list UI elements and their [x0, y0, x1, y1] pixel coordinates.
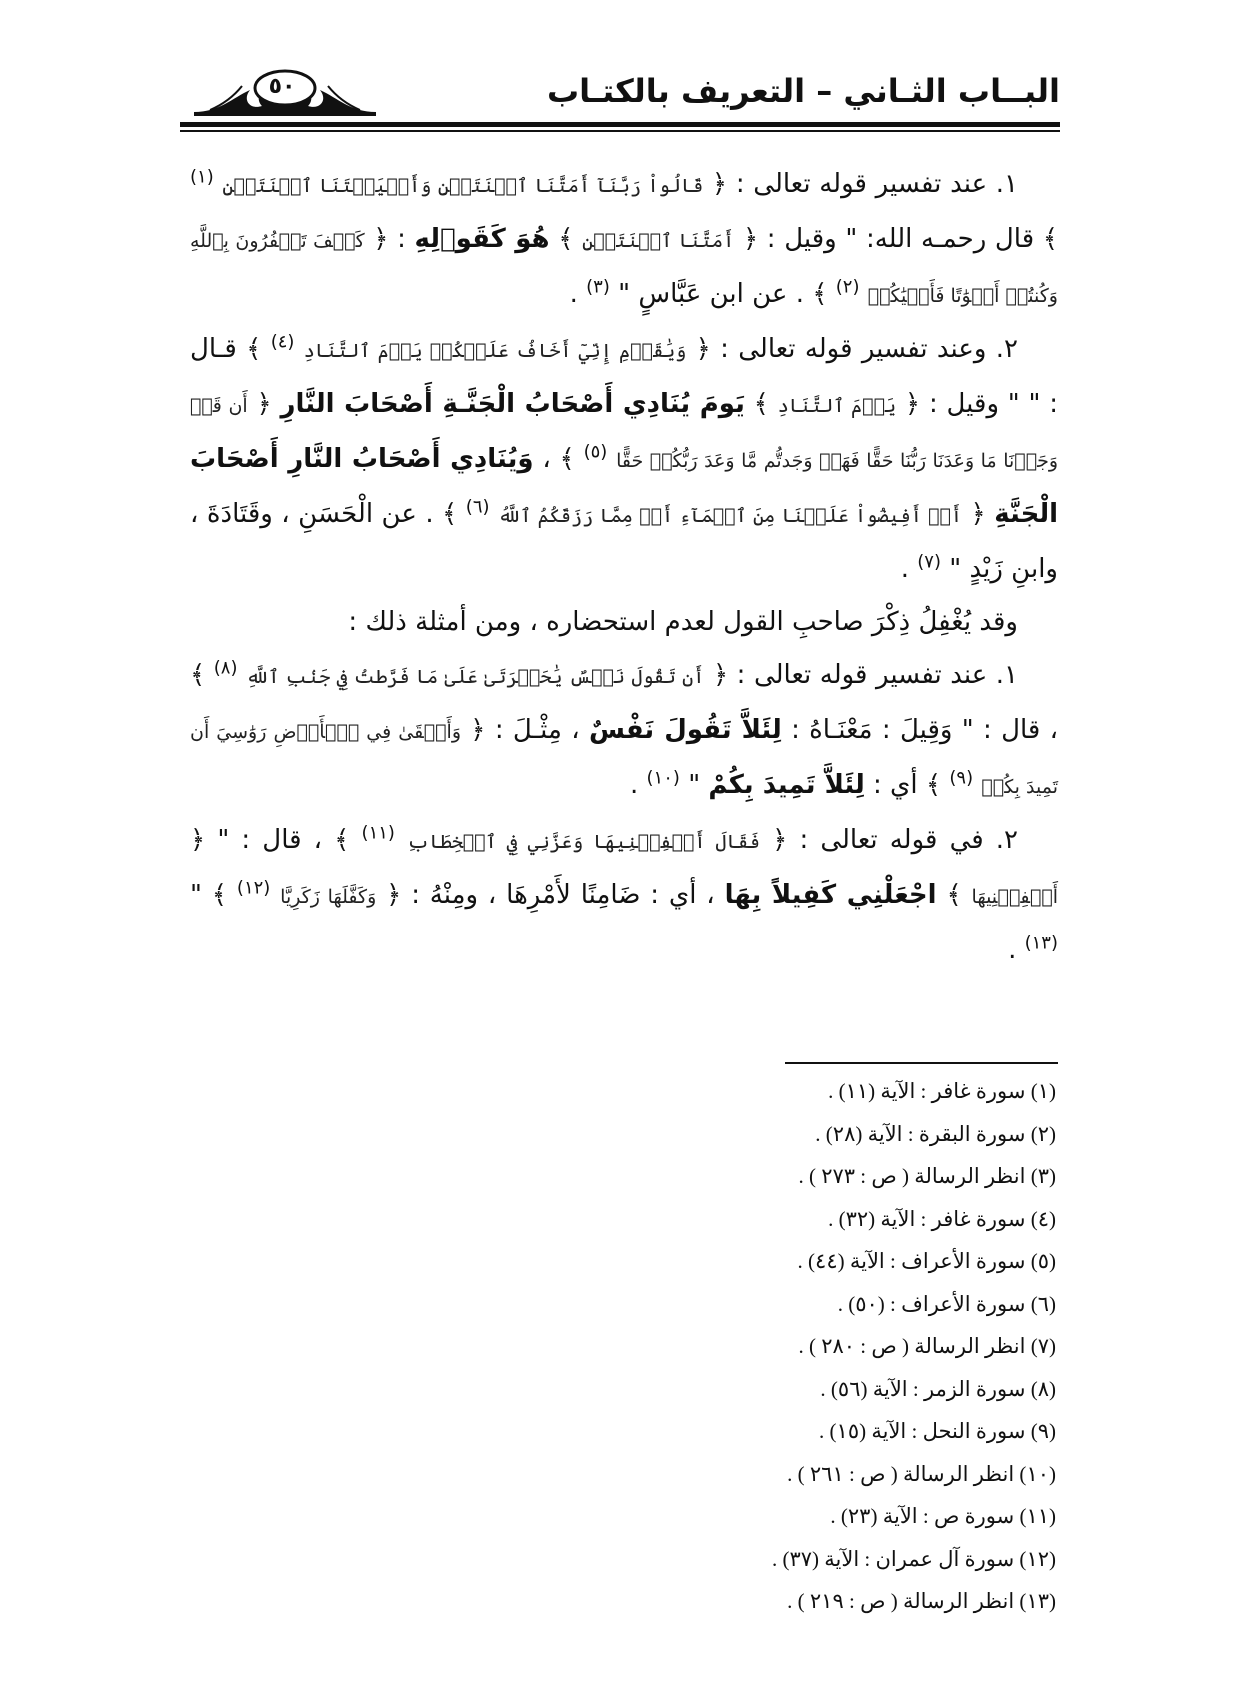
quran-verse: وَيَٰقَوۡمِ إِنِّيٓ أَخَافُ عَلَيۡكُمۡ يَوۡمَ ٱلتَّنَادِ	[303, 340, 687, 362]
footnote-ref[interactable]: (٧)	[917, 551, 941, 573]
footnote-item: (١٠) انظر الرسالة ( ص : ٢٦١ ) .	[787, 1461, 1056, 1486]
footnote-item: (٣) انظر الرسالة ( ص : ٢٧٣ ) .	[798, 1164, 1056, 1188]
paragraph: وقد يُغْفِلُ ذِكْرَ صاحبِ القول لعدم استحضاره ، ومن أمثلة ذلك :	[348, 607, 1018, 637]
text: .	[1008, 935, 1017, 965]
quran-verse: قَالُواْ رَبَّنَآ أَمَتَّنَا ٱثۡنَتَيۡنِ وَأَحۡيَيۡتَنَا ٱثۡنَتَيۡنِ	[222, 175, 704, 197]
text: ١. عند تفسير قوله تعالى : ﴿	[711, 169, 1019, 199]
footnote-item: (٧) انظر الرسالة ( ص : ٢٨٠ ) .	[798, 1334, 1056, 1358]
footnotes	[600, 1070, 1056, 1623]
text: ﴾ ،	[542, 444, 575, 474]
emphasis: هُوَ كَقَوۡلِهِ	[414, 224, 550, 254]
footnote-item: (١٢) سورة آل عمران : الآية (٣٧) .	[771, 1546, 1056, 1571]
footnote-ref[interactable]: (٩)	[949, 767, 974, 789]
text: "	[688, 770, 701, 800]
quran-verse: فَقَالَ أَكۡفِلۡنِيهَا وَعَزَّنِي فِي ٱلۡخِطَابِ	[407, 831, 760, 853]
footnote-ref[interactable]: (٦)	[465, 496, 490, 518]
footnote-item: (١) سورة غافر : الآية (١١) .	[828, 1079, 1056, 1103]
emphasis: وَيُنَادِي أَصْحَابُ النَّارِ أَصْحَابَ الْجَنَّةِ	[190, 444, 1059, 529]
text: ، مِثْـلَ : ﴿	[470, 715, 580, 745]
text: ، أي : ضَامِنًا لأَمْرِهَا ، ومِنْهُ : ﴿	[386, 880, 715, 910]
footnote-item: (٤) سورة غافر : الآية (٣٢) .	[828, 1206, 1056, 1231]
footnote-item: (٥) سورة الأعراف : الآية (٤٤) .	[797, 1249, 1056, 1273]
footnote-ref[interactable]: (١)	[190, 166, 214, 188]
quran-verse: كَيۡفَ تَكۡفُرُونَ بِٱللَّهِ وَكُنتُمۡ أَمۡوَٰتًا فَأَحۡيَٰكُمۡ	[190, 230, 1058, 307]
quran-verse: وَأَلۡقَىٰ فِي ٱلۡأَرۡضِ رَوَٰسِيَ أَن تَمِيدَ بِكُمۡ	[190, 721, 1058, 798]
text: ﴾ قال رحمـه الله: " وقيل : ﴿	[742, 224, 1059, 254]
paragraph	[190, 814, 1058, 977]
footnote-item: (٦) سورة الأعراف : (٥٠) .	[837, 1291, 1056, 1316]
footnote-ref[interactable]: (١٣)	[1024, 932, 1058, 954]
paragraph	[190, 158, 1058, 323]
footnote-ref[interactable]: (٢)	[835, 276, 860, 298]
text: ٢. وعند تفسير قوله تعالى : ﴿	[695, 334, 1018, 364]
text: : ﴿	[373, 224, 406, 254]
text: ﴾ قـال : " " وقيل : ﴿	[190, 334, 1059, 419]
text: ١. عند تفسير قوله تعالى : ﴿	[712, 660, 1019, 690]
paragraph	[190, 323, 1058, 596]
quran-verse: أَكۡفِلۡنِيهَا	[971, 886, 1059, 908]
quran-verse: أَنۡ أَفِيضُواْ عَلَيۡنَا مِنَ ٱلۡمَآءِ أَوۡ مِمَّا رَزَقَكُمُ ٱللَّهُ	[498, 505, 963, 527]
text: ٢. في قوله تعالى : ﴿	[772, 825, 1019, 855]
text: ﴿	[970, 499, 986, 529]
quran-verse: أَن تَقُولَ نَفۡسٌ يَٰحَسۡرَتَىٰ عَلَىٰ مَا فَرَّطتُ فِي جَنۢبِ ٱللَّهِ	[246, 666, 705, 688]
footnote-ref[interactable]: (٤)	[270, 331, 295, 353]
text: ﴾ ، قال : " ﴿	[190, 825, 350, 855]
footnote-ref[interactable]: (١١)	[361, 822, 395, 844]
text: ﴾ . عن ابن عَبَّاسٍ "	[618, 279, 828, 309]
text: .	[629, 770, 639, 800]
text: ﴾ أي :	[873, 770, 942, 800]
text: ﴾	[753, 389, 769, 419]
footnote-item: (٢) سورة البقرة : الآية (٢٨) .	[815, 1121, 1056, 1146]
text: ﴿	[256, 389, 272, 419]
text: ﴾ ، قال : " وَقِيلَ : مَعْنَـاهُ :	[190, 660, 1058, 745]
footnote-ref[interactable]: (٨)	[213, 657, 238, 679]
text: ﴾ . عن الْحَسَنِ ، وقَتَادَةَ ، وابنِ زَيْدٍ "	[190, 499, 1058, 584]
text: .	[569, 279, 578, 309]
text: ﴾	[558, 224, 574, 254]
emphasis: اجْعَلْنِي كَفِيلاً بِهَا	[724, 880, 937, 910]
footnote-separator	[785, 1062, 1058, 1064]
footnote-item: (٩) سورة النحل : الآية (١٥) .	[819, 1419, 1056, 1443]
quran-verse: يَوۡمَ ٱلتَّنَادِ	[777, 395, 897, 417]
paragraph	[190, 649, 1058, 814]
text: ﴾	[946, 880, 962, 910]
text: .	[900, 554, 909, 584]
chapter-title: البــاب الثـاني – التعريف بالكتـاب	[546, 72, 1060, 110]
quran-verse: وَكَفَّلَهَا زَكَرِيَّا	[280, 886, 377, 908]
text: ﴾ "	[190, 880, 228, 910]
page-number: ٥٠	[268, 74, 296, 99]
footnote-ref[interactable]: (٥)	[583, 441, 608, 463]
footnote-ref[interactable]: (٣)	[586, 276, 610, 298]
footnote-item: (١٣) انظر الرسالة ( ص : ٢١٩ ) .	[787, 1589, 1056, 1613]
quran-verse: أَن قَدۡ وَجَدۡنَا مَا وَعَدَنَا رَبُّنَا حَقًّا فَهَلۡ وَجَدتُّم مَّا وَعَدَ رَبُّكُمۡ حَقًّا	[190, 395, 1059, 472]
emphasis: لِئَلاَّ تَمِيدَ بِكُمْ	[708, 770, 865, 800]
quran-verse: أَمَتَّنَا ٱثۡنَتَيۡنِ	[582, 230, 735, 252]
main-text	[190, 158, 1058, 977]
header-rule	[180, 122, 1060, 127]
footnote-ref[interactable]: (١٠)	[646, 767, 680, 789]
footnote-item: (١١) سورة ص : الآية (٢٣) .	[830, 1504, 1056, 1528]
emphasis: لِئَلاَّ تَقُولَ نَفْسٌ	[588, 715, 782, 745]
footnote-item: (٨) سورة الزمر : الآية (٥٦) .	[820, 1376, 1056, 1401]
header-rule-thin	[180, 130, 1060, 132]
footnote-ref[interactable]: (١٢)	[236, 877, 271, 899]
emphasis: يَومَ يُنَادِي أَصْحَابُ الْجَنَّـةِ أَصْحَابَ النَّارِ	[280, 389, 745, 419]
